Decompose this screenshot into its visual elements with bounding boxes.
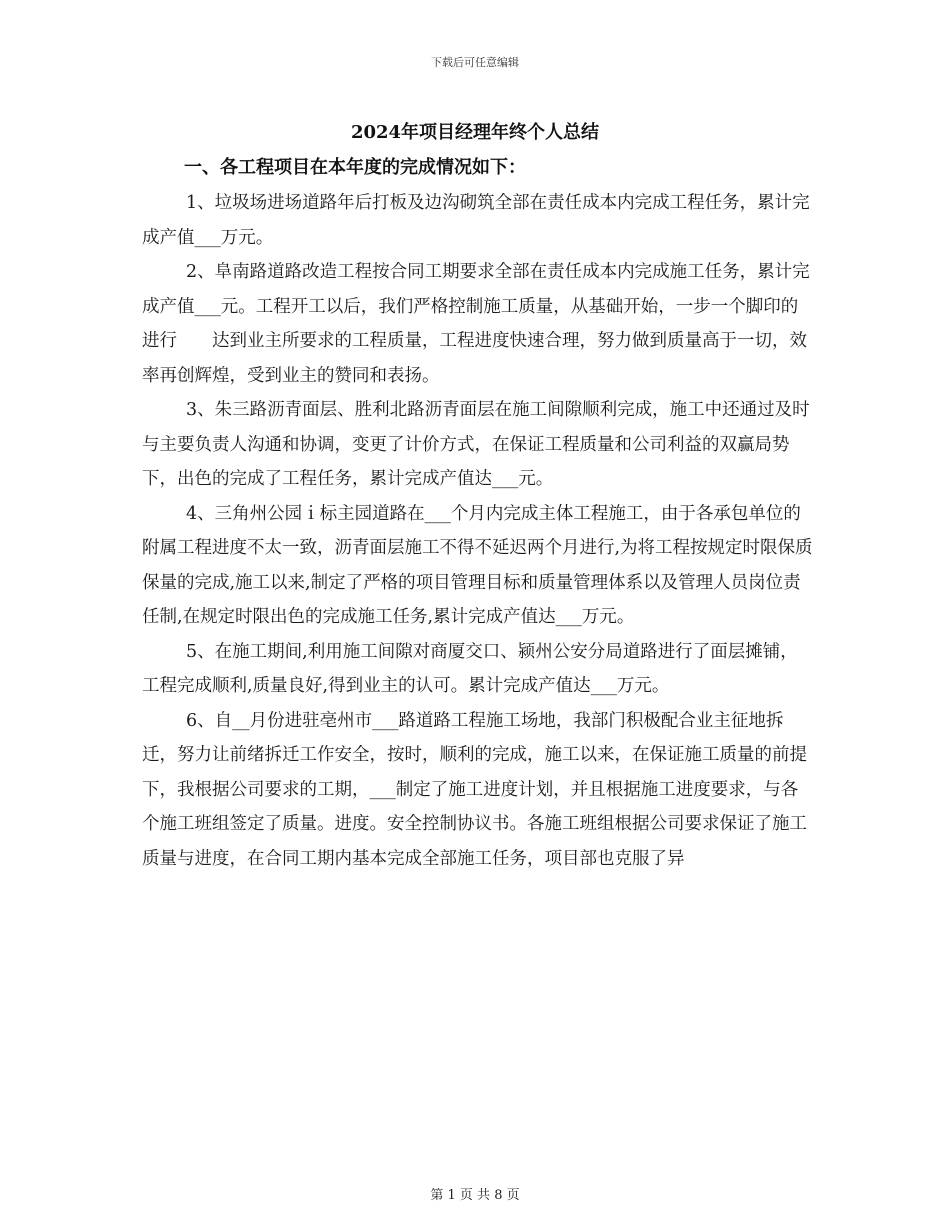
page-header-note: 下载后可任意编辑 — [431, 56, 519, 69]
paragraph-3: 3、朱三路沥青面层、胜利北路沥青面层在施工间隙顺利完成，施工中还通过及时与主要负责人沟通和协调，变更了计价方式，在保证工程质量和公司利益的双赢局势下，出色的完成了工程任务，累计完成产值达___元。 — [142, 400, 810, 489]
paragraph-4: 4、三角州公园ｉ标主园道路在___个月内完成主体工程施工，由于各承包单位的附属工程进度不太一致，沥青面层施工不得不延迟两个月进行,为将工程按规定时限保质保量的完成,施工以来,制定了严格的项目管理目标和质量管理体系以及管理人员岗位责任制,在规定时限出色的完成施工任务,累计完成产值达___万元。 — [142, 503, 813, 627]
paragraph-2: 2、阜南路道路改造工程按合同工期要求全部在责任成本内完成施工任务，累计完成产值___元。工程开工以后，我们严格控制施工质量，从基础开始，一步一个脚印的进行 达到业主所要求的工程质量，工程进度快速合理，努力做到质量高于一切，效率再创辉煌，受到业主的赞同和表扬。 — [142, 262, 810, 386]
section-heading: 一、各工程项目在本年度的完成情况如下： — [184, 157, 526, 178]
paragraph-6: 6、自__月份进驻亳州市___路道路工程施工场地，我部门积极配合业主征地拆迁，努力让前绪拆迁工作安全，按时，顺利的完成，施工以来，在保证施工质量的前提下，我根据公司要求的工期，___制定了施工进度计划，并且根据施工进度要求，与各个施工班组签定了质量。进度。安全控制协议书。各施工班组根据公司要求保证了施工质量与进度，在合同工期内基本完成全部施工任务，项目部也克服了异 — [142, 710, 807, 869]
document-body — [142, 186, 814, 876]
paragraph-1: 1、垃圾场进场道路年后打板及边沟砌筑全部在责任成本内完成工程任务，累计完成产值___万元。 — [142, 193, 810, 248]
document-title: 2024年项目经理年终个人总结 — [350, 122, 600, 143]
page-footer-pagination: 第 1 页 共 8 页 — [430, 1188, 520, 1203]
paragraph-5: 5、在施工期间,利用施工间隙对商厦交口、颍州公安分局道路进行了面层摊铺，工程完成顺利,质量良好,得到业主的认可。累计完成产值达___万元。 — [142, 641, 798, 696]
